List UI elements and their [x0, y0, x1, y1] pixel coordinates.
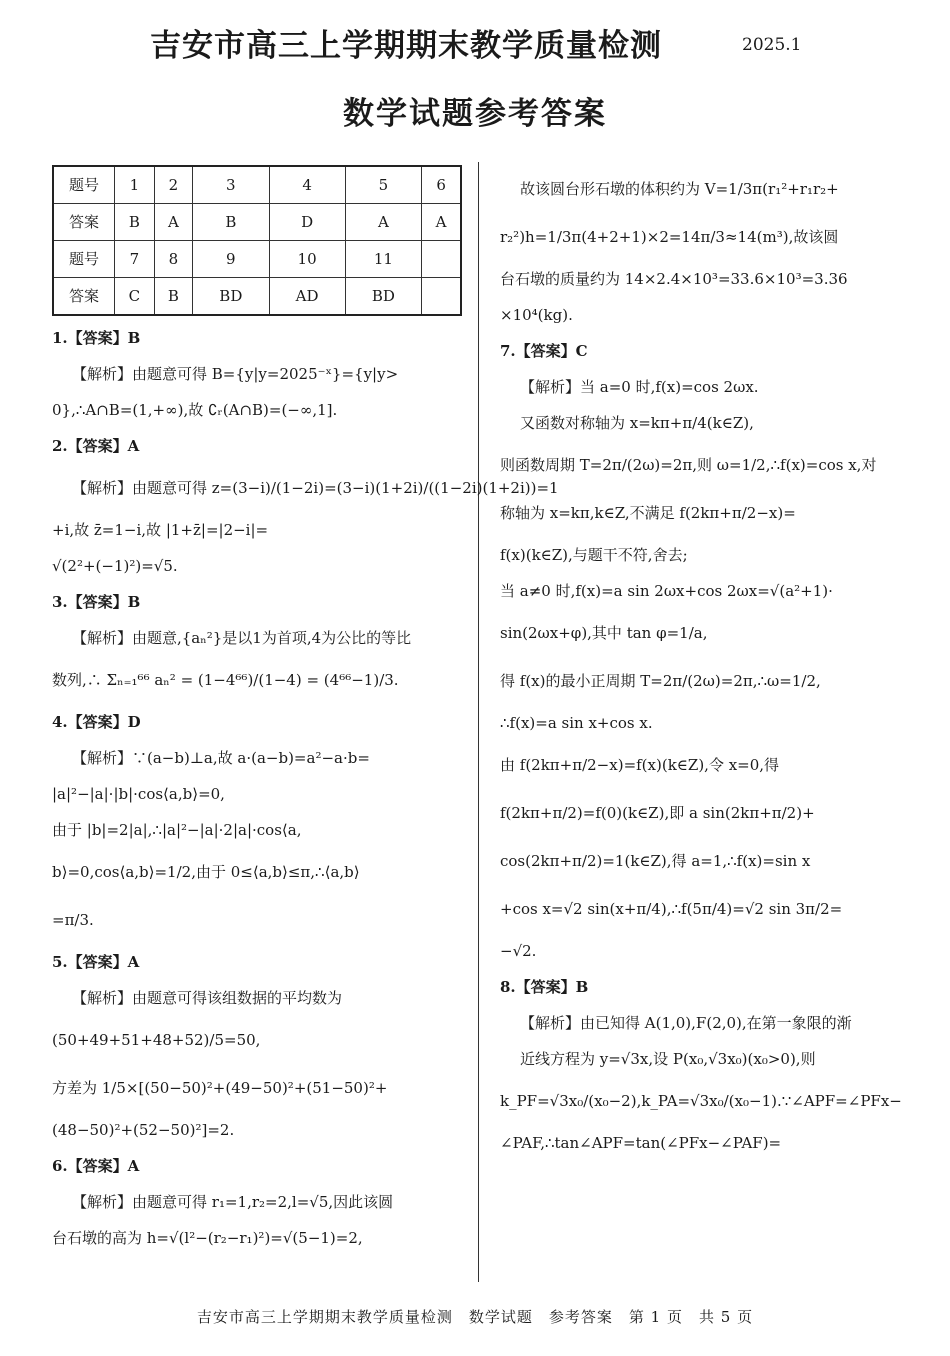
answer-table-row — [53, 241, 461, 278]
right-column — [500, 165, 902, 1161]
answer-table-cell: 7 — [115, 241, 155, 278]
solution-line: 当 a≠0 时,f(x)=a sin 2ωx+cos 2ωx=√(a²+1)· — [500, 582, 833, 600]
answer-heading: 5.【答案】A — [52, 953, 140, 971]
solution-line: 由于 |b|=2|a|,∴|a|²−|a|·2|a|·cos⟨a, — [52, 821, 302, 839]
solution-line: b⟩=0,cos⟨a,b⟩=1/2,由于 0≤⟨a,b⟩≤π,∴⟨a,b⟩ — [52, 863, 360, 881]
solution-line: 【解析】由题意可得 z=(3−i)/(1−2i)=(3−i)(1+2i)/((1−2i)(1+2i))=1 — [72, 479, 559, 497]
answer-table-cell: BD — [345, 278, 422, 316]
solution-line: ∴f(x)=a sin x+cos x. — [500, 714, 653, 732]
solution-line: 【解析】由题意,{aₙ²}是以1为首项,4为公比的等比 — [72, 629, 412, 647]
answer-heading: 1.【答案】B — [52, 329, 141, 347]
answer-heading: 4.【答案】D — [52, 713, 141, 731]
answer-table-cell: A — [422, 204, 461, 241]
solution-line: =π/3. — [52, 911, 94, 929]
solution-line: 故该圆台形石墩的体积约为 V=1/3π(r₁²+r₁r₂+ — [520, 180, 839, 198]
solution-line: +i,故 z̄=1−i,故 |1+z̄|=|2−i|= — [52, 521, 269, 539]
right-solutions — [500, 165, 902, 1161]
answer-table-cell: AD — [269, 278, 345, 316]
solution-line: ∠PAF,∴tan∠APF=tan(∠PFx−∠PAF)= — [500, 1134, 782, 1152]
answer-table-cell — [422, 241, 461, 278]
answer-table-cell: B — [193, 204, 270, 241]
solution-line: 0},∴A∩B=(1,+∞),故 ∁ᵣ(A∩B)=(−∞,1]. — [52, 401, 338, 419]
solution-line: 则函数周期 T=2π/(2ω)=2π,则 ω=1/2,∴f(x)=cos x,对 — [500, 456, 877, 474]
solution-line: ×10⁴(kg). — [500, 306, 573, 324]
solution-line: 又函数对称轴为 x=kπ+π/4(k∈Z), — [520, 414, 754, 432]
answer-table-cell: 4 — [269, 166, 345, 204]
solution-line: 【解析】由题意可得 r₁=1,r₂=2,l=√5,因此该圆 — [72, 1193, 394, 1211]
answer-heading: 6.【答案】A — [52, 1157, 140, 1175]
answer-table-header-cell: 题号 — [53, 166, 115, 204]
solution-line: (48−50)²+(52−50)²]=2. — [52, 1121, 235, 1139]
solution-line: √(2²+(−1)²)=√5. — [52, 557, 178, 575]
answer-table-cell — [422, 278, 461, 316]
column-divider — [478, 162, 479, 1282]
solution-line: r₂²)h=1/3π(4+2+1)×2=14π/3≈14(m³),故该圆 — [500, 228, 839, 246]
solution-line: 得 f(x)的最小正周期 T=2π/(2ω)=2π,∴ω=1/2, — [500, 672, 821, 690]
answer-table-cell: B — [154, 278, 192, 316]
solution-line: (50+49+51+48+52)/5=50, — [52, 1031, 261, 1049]
answer-table-cell: A — [345, 204, 422, 241]
solution-line: 称轴为 x=kπ,k∈Z,不满足 f(2kπ+π/2−x)= — [500, 504, 796, 522]
answer-table-cell: 11 — [345, 241, 422, 278]
answer-table-cell: 6 — [422, 166, 461, 204]
answer-table-header-cell: 答案 — [53, 204, 115, 241]
answer-table — [52, 165, 462, 316]
solution-line: 【解析】由已知得 A(1,0),F(2,0),在第一象限的渐 — [520, 1014, 852, 1032]
answer-heading: 8.【答案】B — [500, 978, 589, 996]
solution-line: k_PF=√3x₀/(x₀−2),k_PA=√3x₀/(x₀−1).∵∠APF=∠PFx− — [500, 1092, 902, 1110]
solution-line: f(x)(k∈Z),与题干不符,舍去; — [500, 546, 688, 564]
answer-table-cell: A — [154, 204, 192, 241]
page-title: 吉安市高三上学期期末教学质量检测 — [150, 28, 662, 64]
page-footer: 吉安市高三上学期期末教学质量检测 数学试题 参考答案 第 1 页 共 5 页 — [196, 1308, 754, 1326]
answer-table-row — [53, 278, 461, 316]
exam-date: 2025.1 — [742, 35, 802, 55]
solution-line: +cos x=√2 sin(x+π/4),∴f(5π/4)=√2 sin 3π/2= — [500, 900, 843, 918]
solution-line: 数列,∴ Σₙ₌₁⁶⁶ aₙ² = (1−4⁶⁶)/(1−4) = (4⁶⁶−1)/3. — [52, 671, 399, 689]
solution-line: f(2kπ+π/2)=f(0)(k∈Z),即 a sin(2kπ+π/2)+ — [500, 804, 815, 822]
solution-line: 【解析】∵(a−b)⊥a,故 a·(a−b)=a²−a·b= — [72, 749, 370, 767]
solution-line: 台石墩的质量约为 14×2.4×10³=33.6×10³=3.36 — [500, 270, 848, 288]
answer-table-header-cell: 答案 — [53, 278, 115, 316]
answer-table-cell: 3 — [193, 166, 270, 204]
solution-line: cos(2kπ+π/2)=1(k∈Z),得 a=1,∴f(x)=sin x — [500, 852, 811, 870]
answer-table-cell: 2 — [154, 166, 192, 204]
answer-table-cell: 5 — [345, 166, 422, 204]
solution-line: −√2. — [500, 942, 537, 960]
answer-heading: 2.【答案】A — [52, 437, 140, 455]
solution-line: 近线方程为 y=√3x,设 P(x₀,√3x₀)(x₀>0),则 — [520, 1050, 816, 1068]
solution-line: 由 f(2kπ+π/2−x)=f(x)(k∈Z),令 x=0,得 — [500, 756, 780, 774]
solution-line: 台石墩的高为 h=√(l²−(r₂−r₁)²)=√(5−1)=2, — [52, 1229, 363, 1247]
solution-line: sin(2ωx+φ),其中 tan φ=1/a, — [500, 624, 708, 642]
answer-heading: 7.【答案】C — [500, 342, 588, 360]
solution-line: 【解析】由题意可得 B={y|y=2025⁻ˣ}={y|y> — [72, 365, 399, 383]
answer-table-row — [53, 166, 461, 204]
answer-table-cell: C — [115, 278, 155, 316]
solution-line: 方差为 1/5×[(50−50)²+(49−50)²+(51−50)²+ — [52, 1079, 388, 1097]
answer-table-row — [53, 204, 461, 241]
answer-heading: 3.【答案】B — [52, 593, 141, 611]
answer-table-cell: BD — [193, 278, 270, 316]
answer-table-cell: 10 — [269, 241, 345, 278]
page-subtitle: 数学试题参考答案 — [343, 96, 607, 132]
solution-line: 【解析】当 a=0 时,f(x)=cos 2ωx. — [520, 378, 759, 396]
answer-table-cell: 9 — [193, 241, 270, 278]
answer-table-cell: D — [269, 204, 345, 241]
answer-table-cell: 8 — [154, 241, 192, 278]
solution-line: 【解析】由题意可得该组数据的平均数为 — [72, 989, 343, 1007]
answer-table-cell: B — [115, 204, 155, 241]
answer-table-header-cell: 题号 — [53, 241, 115, 278]
solution-line: |a|²−|a|·|b|·cos⟨a,b⟩=0, — [52, 785, 225, 803]
answer-table-cell: 1 — [115, 166, 155, 204]
